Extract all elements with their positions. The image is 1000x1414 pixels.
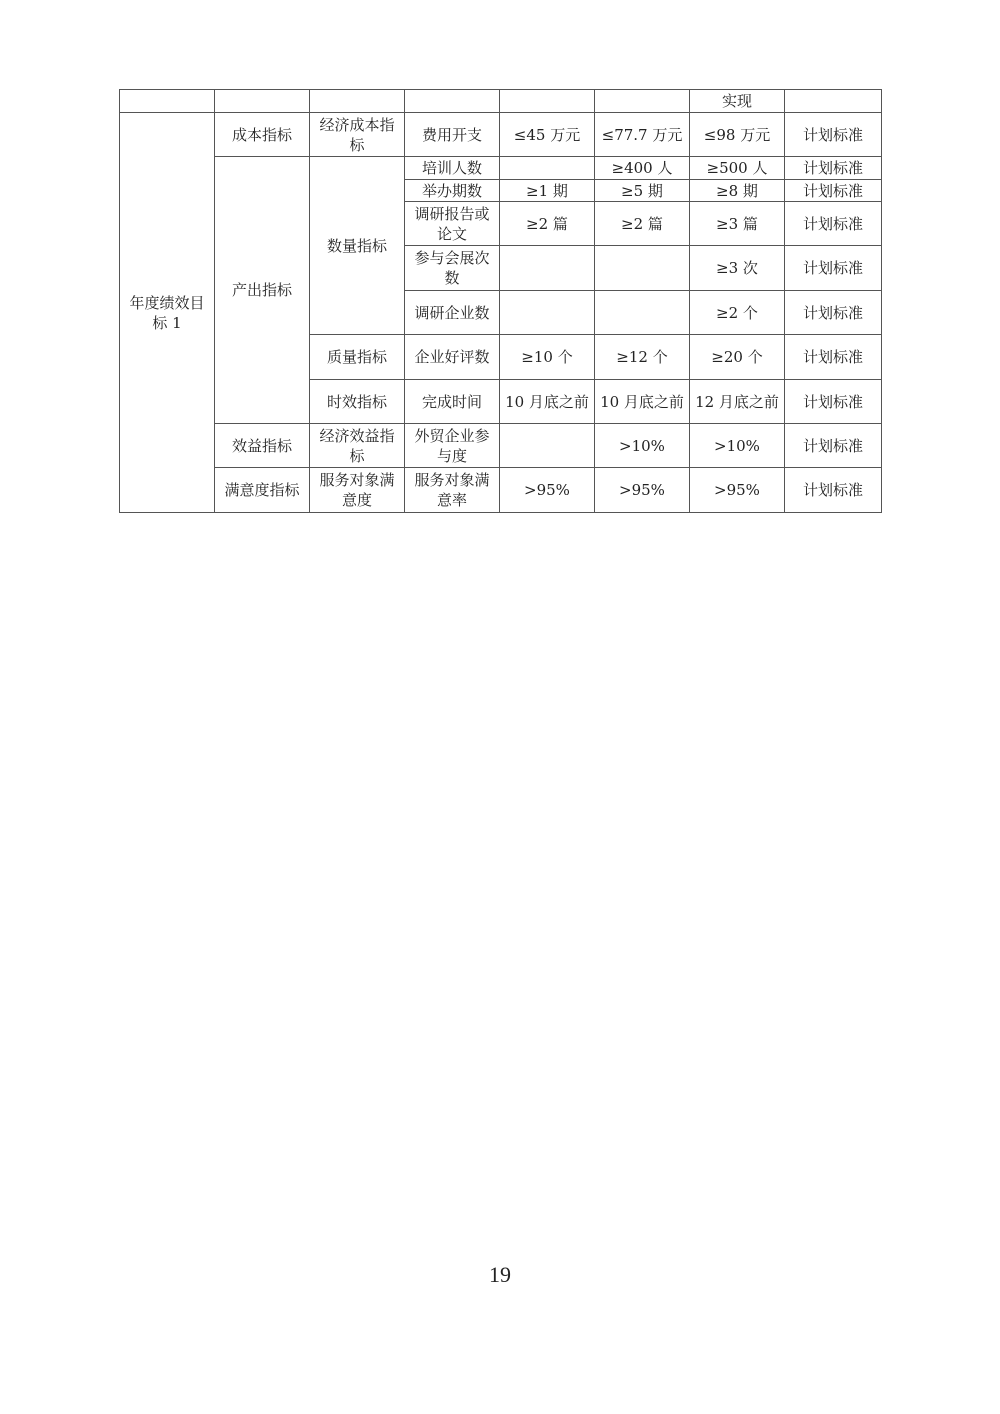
indicator-value-2: ≥2 篇 [595,202,690,246]
indicator-basis: 计划标准 [785,202,882,246]
indicator-value-1: 10 月底之前 [500,380,595,424]
indicator-value-2: ≥5 期 [595,180,690,202]
indicator-basis: 计划标准 [785,291,882,335]
indicator-value-2: ≥12 个 [595,335,690,380]
indicator-name: 调研报告或论文 [405,202,500,246]
table-cell [310,90,405,113]
indicator-value-1: ≥10 个 [500,335,595,380]
indicator-basis: 计划标准 [785,157,882,180]
indicator-name: 参与会展次数 [405,246,500,291]
indicator-name: 完成时间 [405,380,500,424]
indicator-name: 培训人数 [405,157,500,180]
performance-targets-table [119,89,882,513]
table-row-quantity [120,157,882,180]
indicator-value-3: ≤98 万元 [690,113,785,157]
primary-indicator-cost: 成本指标 [215,113,310,157]
secondary-indicator-quality: 质量指标 [310,335,405,380]
secondary-indicator-timeliness: 时效指标 [310,380,405,424]
indicator-value-1 [500,246,595,291]
indicator-value-1 [500,424,595,468]
indicator-basis: 计划标准 [785,468,882,513]
indicator-value-2: >10% [595,424,690,468]
table-row-continuation [120,90,882,113]
indicator-basis: 计划标准 [785,180,882,202]
indicator-value-3: ≥500 人 [690,157,785,180]
primary-indicator-output: 产出指标 [215,157,310,424]
indicator-basis: 计划标准 [785,246,882,291]
indicator-value-3: ≥20 个 [690,335,785,380]
table-cell [500,90,595,113]
indicator-name: 企业好评数 [405,335,500,380]
table-cell [595,90,690,113]
primary-indicator-benefit: 效益指标 [215,424,310,468]
indicator-name: 调研企业数 [405,291,500,335]
indicator-value-3: ≥3 次 [690,246,785,291]
secondary-indicator-quantity: 数量指标 [310,157,405,335]
secondary-indicator-client-satisfaction: 服务对象满意度 [310,468,405,513]
indicator-value-1: >95% [500,468,595,513]
indicator-name: 服务对象满意率 [405,468,500,513]
table-cell [405,90,500,113]
goal-label: 年度绩效目标 1 [120,113,215,513]
table-cell [785,90,882,113]
secondary-indicator-economic-benefit: 经济效益指标 [310,424,405,468]
indicator-value-2: ≥400 人 [595,157,690,180]
indicator-value-3: >10% [690,424,785,468]
indicator-value-2: >95% [595,468,690,513]
indicator-value-1 [500,157,595,180]
indicator-value-3: ≥8 期 [690,180,785,202]
table-cell-realize: 实现 [690,90,785,113]
indicator-value-3: >95% [690,468,785,513]
indicator-basis: 计划标准 [785,424,882,468]
indicator-name: 外贸企业参与度 [405,424,500,468]
indicator-value-1 [500,291,595,335]
page-number: 19 [489,1262,511,1287]
indicator-value-3: ≥2 个 [690,291,785,335]
indicator-name: 费用开支 [405,113,500,157]
indicator-basis: 计划标准 [785,335,882,380]
table-row-cost [120,113,882,157]
table-cell [120,90,215,113]
indicator-value-3: ≥3 篇 [690,202,785,246]
indicator-value-1: ≥2 篇 [500,202,595,246]
indicator-basis: 计划标准 [785,380,882,424]
indicator-value-1: ≥1 期 [500,180,595,202]
table-row-benefit [120,424,882,468]
indicator-value-2: 10 月底之前 [595,380,690,424]
secondary-indicator-economic-cost: 经济成本指标 [310,113,405,157]
table-cell [215,90,310,113]
indicator-basis: 计划标准 [785,113,882,157]
indicator-value-2: ≤77.7 万元 [595,113,690,157]
indicator-value-1: ≤45 万元 [500,113,595,157]
primary-indicator-satisfaction: 满意度指标 [215,468,310,513]
indicator-value-2 [595,291,690,335]
indicator-value-3: 12 月底之前 [690,380,785,424]
table-row-satisfaction [120,468,882,513]
indicator-name: 举办期数 [405,180,500,202]
indicator-value-2 [595,246,690,291]
